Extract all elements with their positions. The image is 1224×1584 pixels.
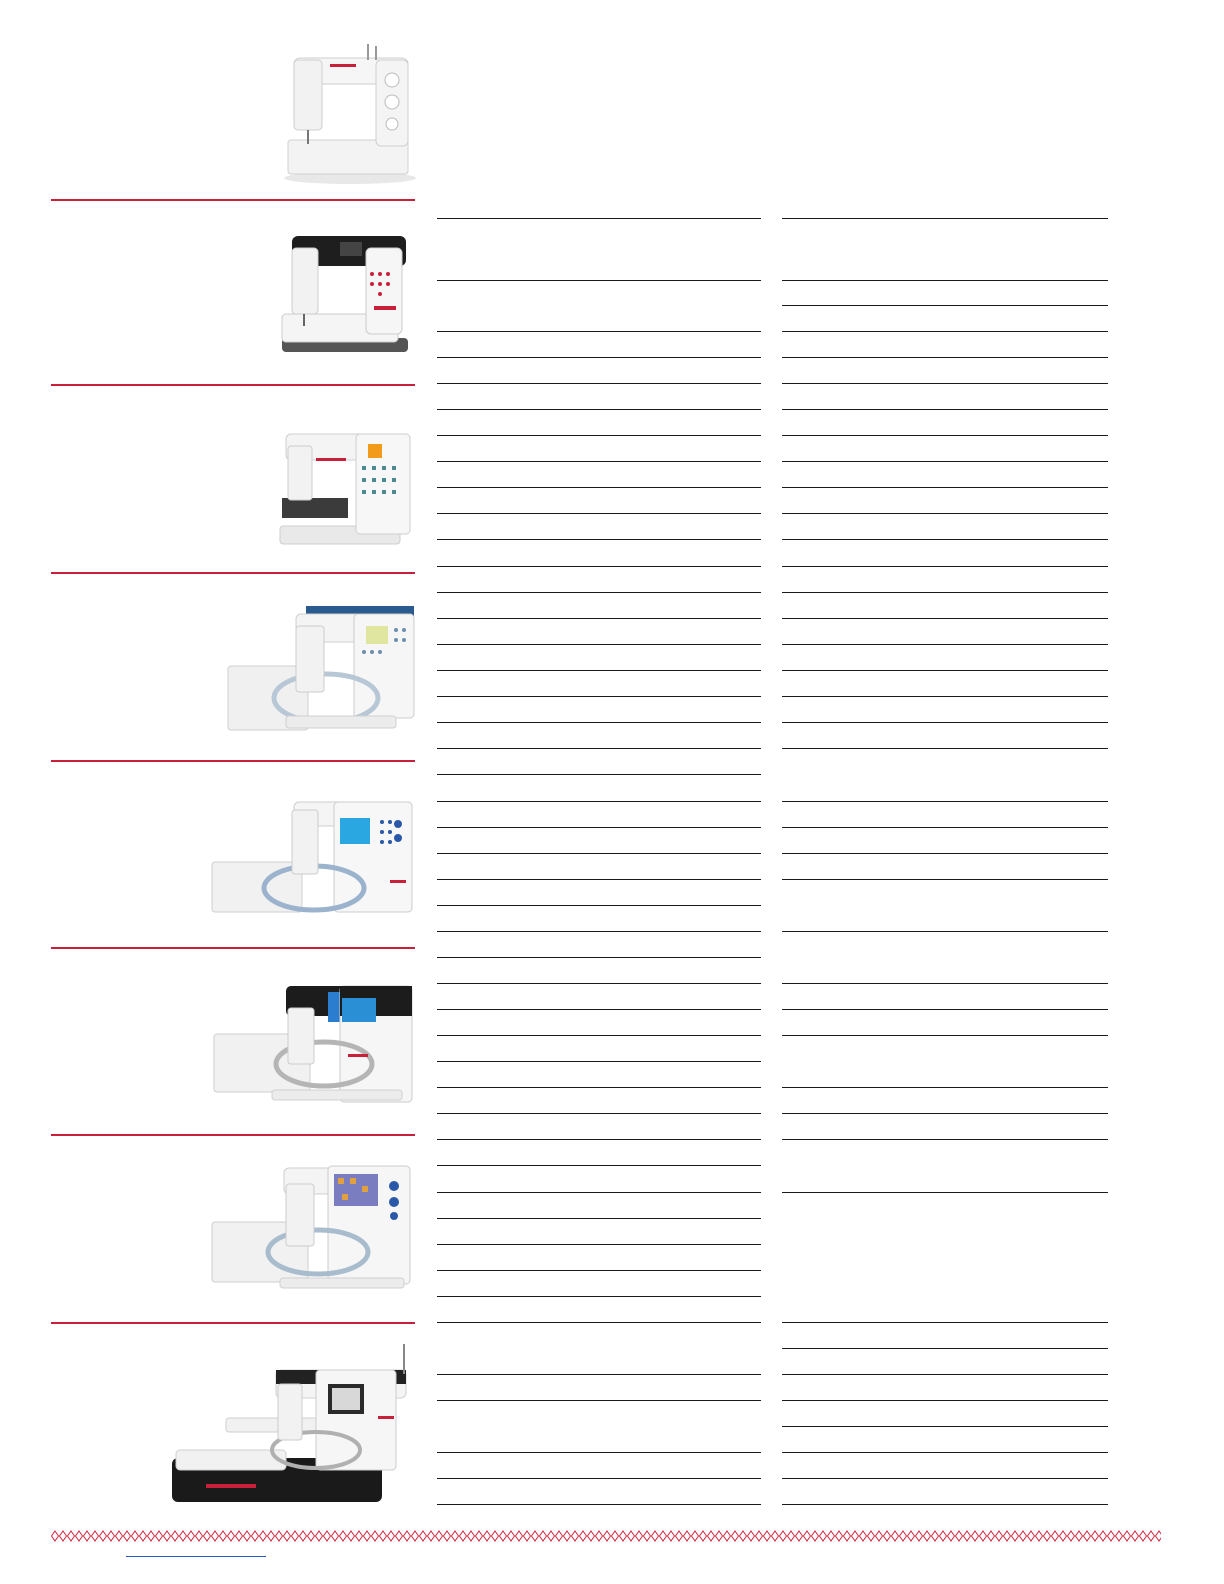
table-row-rule [782,409,1108,410]
table-row-rule [782,1478,1108,1479]
table-row-rule [437,644,761,645]
table-row-rule [437,409,761,410]
table-row-rule [437,1009,761,1010]
table-row-rule [437,1452,761,1453]
sewing-embroidery-machine-icon [210,792,420,928]
table-row-rule [437,1270,761,1271]
table-row-rule [782,1139,1108,1140]
table-row-rule [782,1087,1108,1088]
table-row-rule [437,722,761,723]
table-row-rule [782,644,1108,645]
table-row-rule [782,1504,1108,1505]
sewing-machine-icon [276,228,418,376]
table-row-rule [782,331,1108,332]
table-row-rule [437,1296,761,1297]
sewing-embroidery-machine-icon [226,600,418,742]
table-row-rule [782,357,1108,358]
table-row-rule [782,1009,1108,1010]
table-row-rule [437,931,761,932]
table-row-rule [437,1322,761,1323]
section-divider [51,384,415,386]
section-divider [51,947,415,949]
table-row-rule [437,853,761,854]
table-row-rule [782,1348,1108,1349]
table-row-rule [782,539,1108,540]
sewing-embroidery-machine-icon [210,1160,416,1300]
table-row-rule [782,487,1108,488]
footer-link-underline[interactable] [126,1556,266,1557]
table-row-rule [437,748,761,749]
table-row-rule [437,280,761,281]
table-row-rule [782,1322,1108,1323]
sewing-embroidery-machine-icon [212,978,418,1112]
table-row-rule [437,566,761,567]
table-row-rule [437,1139,761,1140]
table-row-rule [437,331,761,332]
table-row-rule [782,383,1108,384]
table-row-rule [437,774,761,775]
table-row-rule [437,1244,761,1245]
diamond-border [51,1530,1161,1542]
section-divider [51,199,415,201]
table-row-rule [782,670,1108,671]
table-row-rule [782,1035,1108,1036]
table-row-rule [782,853,1108,854]
table-row-rule [437,461,761,462]
table-row-rule [782,1113,1108,1114]
section-divider [51,1322,415,1324]
table-row-rule [782,566,1108,567]
table-row-rule [782,1374,1108,1375]
table-row-rule [782,218,1108,219]
table-row-rule [437,801,761,802]
table-row-rule [437,539,761,540]
table-row-rule [782,435,1108,436]
table-row-rule [437,435,761,436]
section-divider [51,760,415,762]
table-row-rule [782,592,1108,593]
table-row-rule [782,931,1108,932]
table-row-rule [437,696,761,697]
table-row-rule [437,1504,761,1505]
table-row-rule [437,1061,761,1062]
table-row-rule [437,670,761,671]
table-row-rule [437,905,761,906]
sewing-machine-icon [276,426,416,554]
table-row-rule [782,280,1108,281]
table-row-rule [782,696,1108,697]
table-row-rule [782,722,1108,723]
table-row-rule [782,618,1108,619]
table-row-rule [782,801,1108,802]
sewing-embroidery-machine-icon [166,1340,416,1510]
table-row-rule [782,1400,1108,1401]
section-divider [51,572,415,574]
table-row-rule [782,1452,1108,1453]
table-row-rule [782,983,1108,984]
table-row-rule [782,1192,1108,1193]
table-row-rule [437,1374,761,1375]
section-divider [51,1134,415,1136]
table-row-rule [437,513,761,514]
table-row-rule [437,1165,761,1166]
table-row-rule [437,879,761,880]
table-row-rule [437,1192,761,1193]
table-row-rule [437,592,761,593]
table-row-rule [437,1218,761,1219]
table-row-rule [782,748,1108,749]
sewing-machine-icon [280,40,420,185]
table-row-rule [782,879,1108,880]
table-row-rule [782,461,1108,462]
table-row-rule [782,305,1108,306]
table-row-rule [437,827,761,828]
table-row-rule [782,513,1108,514]
table-row-rule [437,957,761,958]
table-row-rule [437,618,761,619]
table-row-rule [437,1400,761,1401]
table-row-rule [437,218,761,219]
table-row-rule [782,827,1108,828]
table-row-rule [782,1426,1108,1427]
table-row-rule [437,487,761,488]
table-row-rule [437,357,761,358]
table-row-rule [437,983,761,984]
table-row-rule [437,1478,761,1479]
table-row-rule [437,1087,761,1088]
table-row-rule [437,1113,761,1114]
table-row-rule [437,1035,761,1036]
table-row-rule [437,383,761,384]
